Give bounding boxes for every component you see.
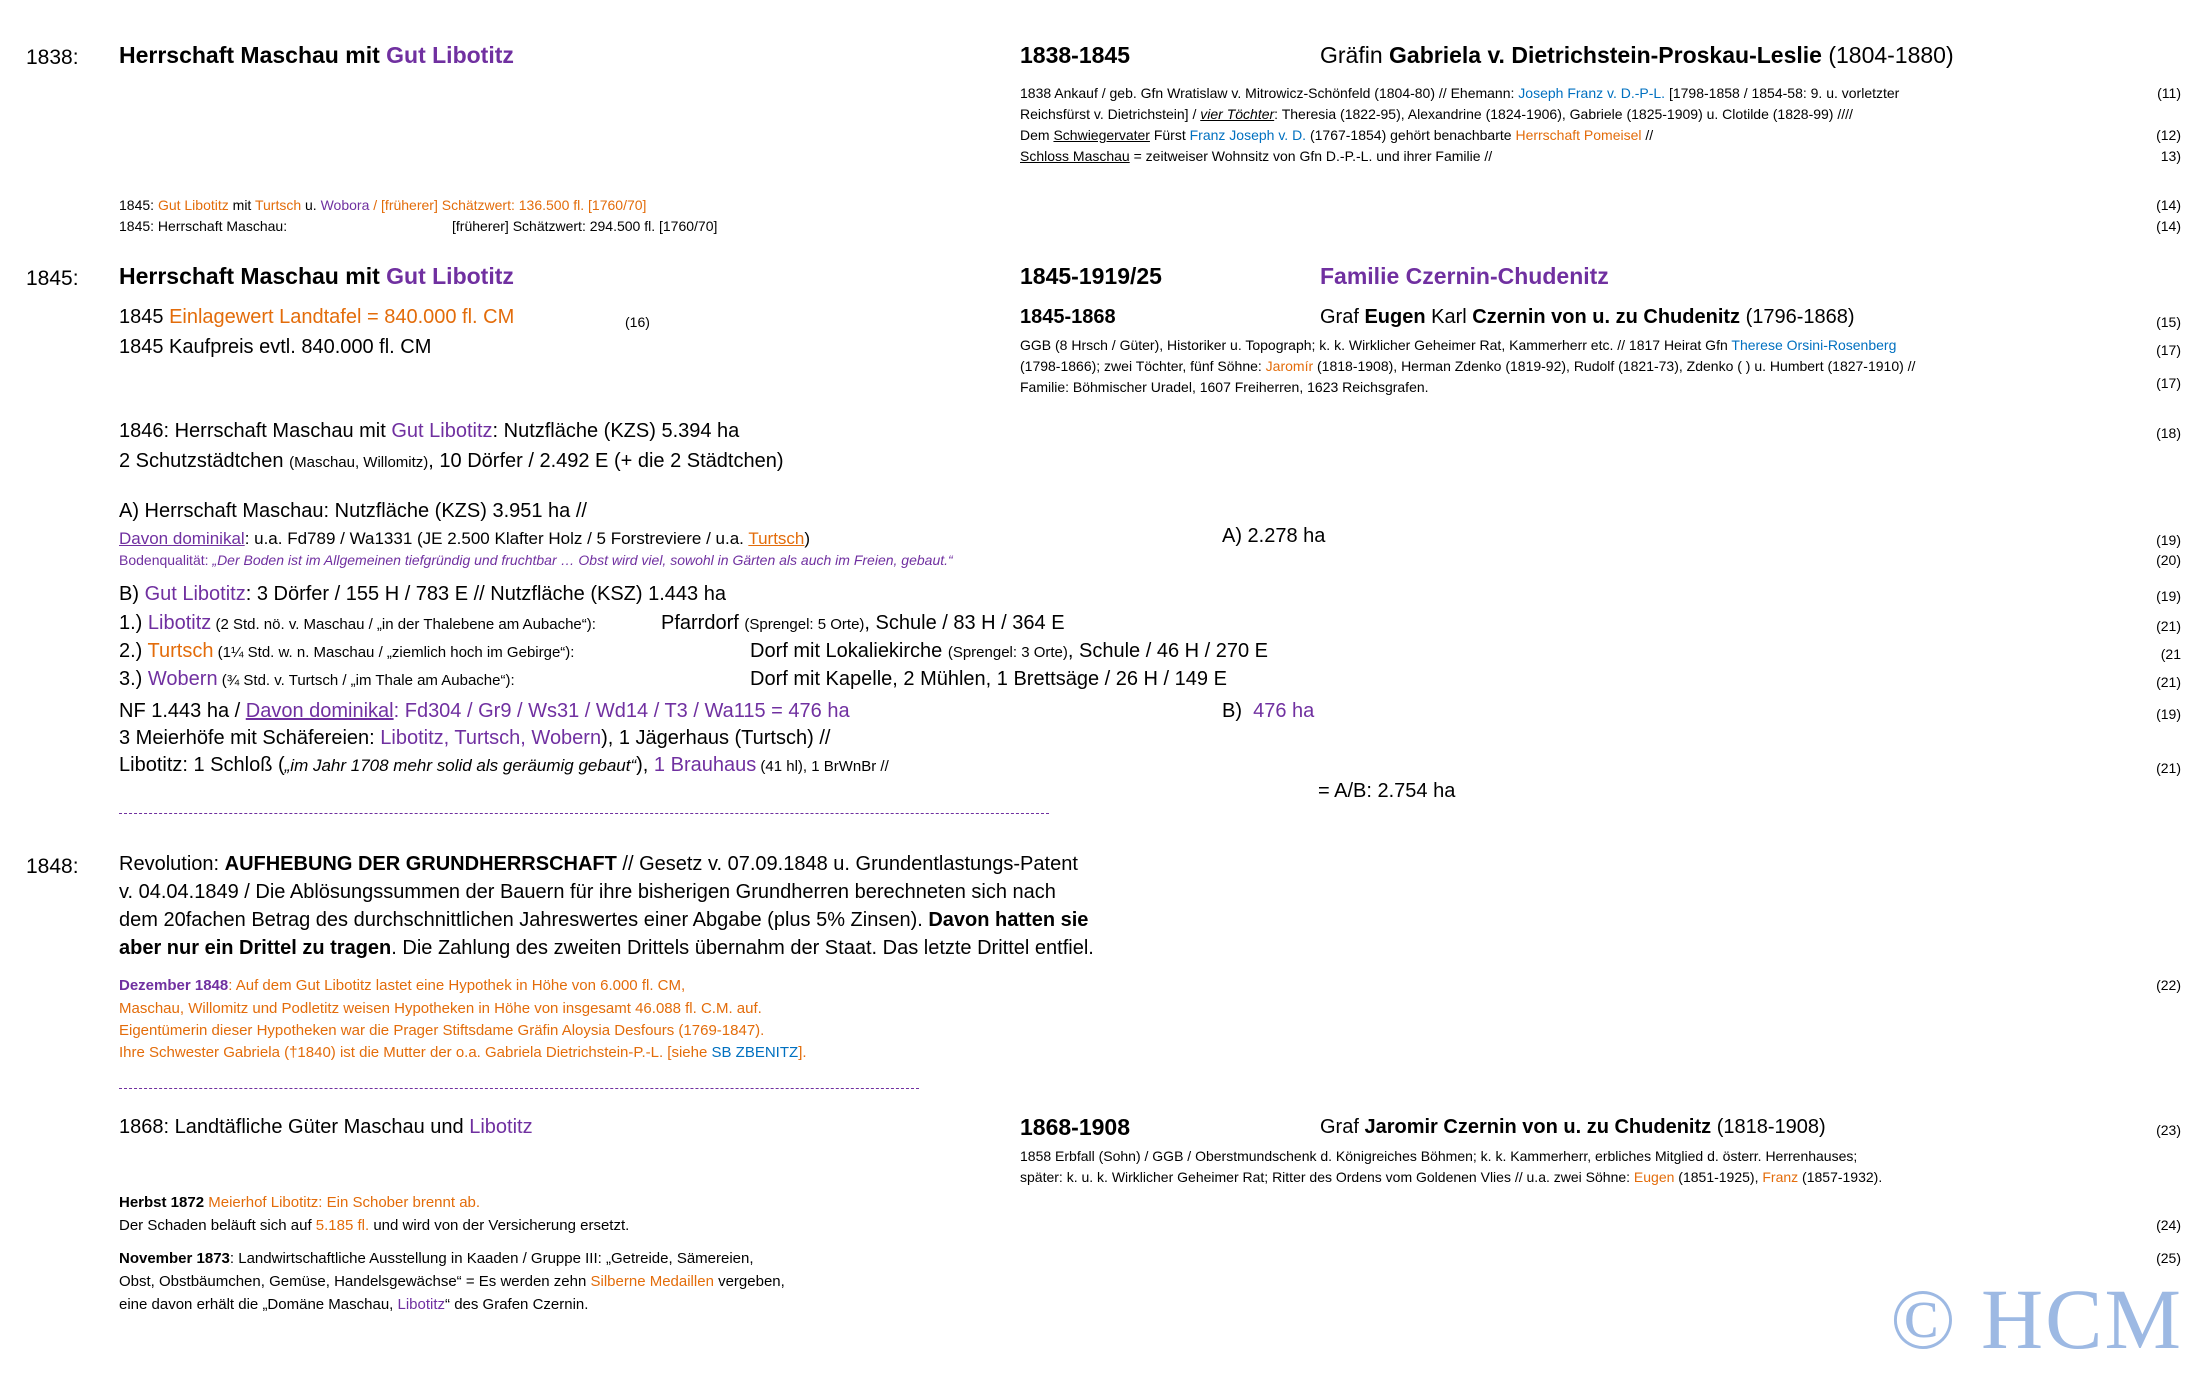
gab-l4-b: = zeitweiser Wohnsitz von Gfn D.-P.-L. und ihrer Familie // <box>1129 148 1493 164</box>
family-czernin: Familie Czernin-Chudenitz <box>1320 263 1609 289</box>
section-a-dominikal-label: Davon dominikal <box>119 529 245 548</box>
nutz-1846-a: 1846: Herrschaft Maschau mit <box>119 420 392 442</box>
schutz-a: 2 Schutzstädtchen <box>119 450 290 472</box>
schloss-a: Libotitz: 1 Schloß ( <box>119 754 285 776</box>
valuation-1-g: / [früherer] Schätzwert: 136.500 fl. [1760/70] <box>369 197 647 213</box>
gab-l3-c: (1767-1854) gehört benachbarte <box>1306 127 1516 143</box>
bodenqualitaet-text: „Der Boden ist im Allgemeinen tiefgründig und fruchtbar … Obst wird viel, sowohl in Gärten als auch im Freien, gebaut.“ <box>212 552 953 568</box>
nov1873-l3-b: “ des Grafen Czernin. <box>445 1296 589 1313</box>
gab-l2-i: vier Töchter <box>1200 106 1275 122</box>
nf-accent: Davon dominikal <box>245 700 394 722</box>
herbst1872-line-1 <box>119 1194 480 1211</box>
revolution-l4-bold: aber nur ein Drittel zu tragen <box>119 937 392 959</box>
guter-1868-line <box>119 1116 533 1139</box>
section-b-item-1 <box>119 612 596 635</box>
jar-l2-a: später: k. u. k. Wirklicher Geheimer Rat; Ritter des Ordens vom Goldenen Vlies // u.a. zwei Söhne: <box>1020 1169 1634 1185</box>
valuation-line-2 <box>119 218 287 234</box>
section-a-dominikal-text: : u.a. Fd789 / Wa1331 (JE 2.500 Klafter Holz / 5 Forstreviere / u.a. <box>244 529 749 548</box>
ref-13: 13) <box>2160 148 2181 164</box>
section-a-head: A) Herrschaft Maschau: Nutzfläche (KZS) 3.951 ha // <box>119 500 587 522</box>
schloss-brauhaus: 1 Brauhaus <box>653 754 757 776</box>
ref-21b: (21 <box>2160 646 2181 662</box>
nutz-1846-b: : Nutzfläche (KZS) 5.394 ha <box>492 420 740 442</box>
nov1873-l3-a: eine davon erhält die „Domäne Maschau, <box>119 1296 398 1313</box>
gab-l1-a: 1838 Ankauf / geb. Gfn Wratislaw v. Mitrowicz-Schönfeld (1804-80) // Ehemann: <box>1020 85 1519 101</box>
b-item-1-right-a: Pfarrdorf <box>661 612 745 634</box>
section-b-item-2 <box>119 640 574 663</box>
ref-19a: (19) <box>2156 532 2181 548</box>
ref-25: (25) <box>2156 1250 2181 1266</box>
heading-1838-accent: Gut Libotitz <box>386 42 514 68</box>
section-b-item-1-right <box>661 612 1065 635</box>
schloss-line <box>119 754 889 777</box>
herbst1872-line-2 <box>119 1217 629 1234</box>
ref-16: (16) <box>625 314 650 330</box>
heading-1838-plain: Herrschaft Maschau mit <box>119 42 387 68</box>
divider-2 <box>119 1088 919 1089</box>
eugen-surname: Czernin von u. zu Chudenitz <box>1472 306 1741 328</box>
b-item-1-no: 1.) <box>119 612 148 634</box>
b-item-2-no: 2.) <box>119 640 148 662</box>
ab-total: = A/B: 2.754 ha <box>1318 780 1456 802</box>
revolution-l4: . Die Zahlung des zweiten Drittels übernahm der Staat. Das letzte Drittel entfiel. <box>391 937 1094 959</box>
valuation-1-a: 1845: <box>119 197 158 213</box>
person-title-eugen <box>1320 306 1855 329</box>
eugen-detail-3: Familie: Böhmischer Uradel, 1607 Freiherren, 1623 Reichsgrafen. <box>1020 379 1429 395</box>
b-item-1-right-b: , Schule / 83 H / 364 E <box>864 612 1065 634</box>
b-item-3-name: Wobern <box>147 668 218 690</box>
ref-19c: (19) <box>2156 706 2181 722</box>
period-1868-1908: 1868-1908 <box>1020 1114 1130 1140</box>
year-label-1848: 1848: <box>26 855 79 878</box>
eug-l2-c: rman Zdenko (1819-92), Rudolf (1821-73), Zdenko ( ) u. Humbert (1827-1910) // <box>1418 358 1916 374</box>
ref-15: (15) <box>2156 314 2181 330</box>
schloss-c: (41 hl), 1 BrWnBr // <box>756 758 889 775</box>
eugen-detail-1 <box>1020 337 1896 353</box>
gabriela-detail-1 <box>1020 85 1899 101</box>
section-b-item-3-right <box>750 668 1227 691</box>
nf-right-value: 476 ha <box>1253 700 1315 722</box>
nov1873-date: November 1873 <box>119 1250 230 1267</box>
jar-l2-c: (1857-1932). <box>1798 1169 1883 1185</box>
ref-21a: (21) <box>2156 618 2181 634</box>
gabriela-detail-3 <box>1020 127 1653 143</box>
nutzflaeche-1846 <box>119 420 739 443</box>
jar-l2-b: (1851-1925), <box>1674 1169 1763 1185</box>
ref-14b: (14) <box>2156 218 2181 234</box>
dez1848-line-2: Maschau, Willomitz und Podletitz weisen Hypotheken in Höhe von insgesamt 46.088 fl. C.M. auf. <box>119 1000 762 1017</box>
herrschaft-pomeisel-link[interactable]: Herrschaft Pomeisel <box>1515 127 1642 143</box>
jaromir-detail-2 <box>1020 1169 1882 1185</box>
nf-a: NF 1.443 ha / <box>119 700 246 722</box>
bodenqualitaet-label: Bodenqualität: <box>119 552 213 568</box>
ref-17a: (17) <box>2156 342 2181 358</box>
schloss-quote: „im Jahr 1708 mehr solid als geräumig gebaut“ <box>284 756 637 775</box>
ref-21c: (21) <box>2156 674 2181 690</box>
nov1873-libotitz: Libotitz <box>397 1296 446 1313</box>
section-a-dominikal-end: ) <box>804 529 811 548</box>
b-item-3-detail: (¾ Std. v. Turtsch / „im Thale am Aubache“): <box>217 672 515 689</box>
jaromir-detail-1: 1858 Erbfall (Sohn) / GGB / Oberstmundschenk d. Königreiches Böhmen; k. k. Kammerherr, erbliches Mitglied d. österr. Herrenhauses; <box>1020 1148 1858 1164</box>
person-title-gabriela <box>1320 42 1954 69</box>
divider-1 <box>119 813 1049 814</box>
valuation-line-1 <box>119 197 646 213</box>
dez1848-l4-a: Ihre Schwester Gabriela (†1840) ist die Mutter der o.a. Gabriela Dietrichstein-P.-L. [siehe <box>119 1044 712 1061</box>
b-item-1-right-small: (Sprengel: 5 Orte) <box>744 616 865 633</box>
eugen-first: Eugen <box>1364 306 1426 328</box>
section-b-item-3 <box>119 668 515 691</box>
gabriela-name: Gabriela v. Dietrichstein-Proskau-Leslie <box>1389 42 1822 68</box>
section-b-head <box>119 583 726 606</box>
eugen-detail-2 <box>1020 358 1915 374</box>
section-a-turtsch-link[interactable]: Turtsch <box>748 529 805 548</box>
b-item-3-right-a: Dorf mit Kapelle, 2 Mühlen, 1 Brettsäge / 26 H / 149 E <box>750 668 1227 690</box>
period-1845-1868: 1845-1868 <box>1020 306 1116 328</box>
ref-18: (18) <box>2156 425 2181 441</box>
revolution-line-4 <box>119 937 1094 960</box>
ref-24: (24) <box>2156 1217 2181 1233</box>
b-item-2-right-b: , Schule / 46 H / 270 E <box>1067 640 1269 662</box>
nov1873-medaillen: Silberne Medaillen <box>590 1273 714 1290</box>
nf-right <box>1222 700 1314 723</box>
b-item-1-name: Libotitz <box>147 612 212 634</box>
ref-21d: (21) <box>2156 760 2181 776</box>
ref-20: (20) <box>2156 552 2181 568</box>
revolution-l3: dem 20fachen Betrag des durchschnittlichen Jahreswertes einer Abgabe (plus 5% Zinsen). <box>119 909 929 931</box>
guter-1868-accent: Libotitz <box>469 1116 533 1138</box>
dez1848-l4-b: ]. <box>798 1044 807 1061</box>
nov1873-line-2 <box>119 1273 785 1290</box>
b-item-1-detail: (2 Std. nö. v. Maschau / „in der Thalebene am Aubache“): <box>211 616 596 633</box>
meier-accent: Libotitz, Turtsch, Wobern <box>380 727 602 749</box>
revolution-prefix: Revolution: <box>119 853 225 875</box>
nov1873-text: : Landwirtschaftliche Ausstellung in Kaaden / Gruppe III: „Getreide, Sämereien, <box>229 1250 754 1267</box>
nf-right-label: B) <box>1222 700 1242 722</box>
year-label-1838: 1838: <box>26 46 79 69</box>
dez1848-text: : Auf dem Gut Libotitz lastet eine Hypothek in Höhe von 6.000 fl. CM, <box>228 977 686 994</box>
valuation-2-a: 1845: Herrschaft Maschau: <box>119 218 288 234</box>
eugen-prefix: Graf <box>1320 306 1365 328</box>
eugen-link[interactable]: Eugen <box>1633 1169 1675 1185</box>
sb-zbenitz-link[interactable]: SB ZBENITZ <box>711 1044 799 1061</box>
nutz-1846-accent: Gut Libotitz <box>391 420 493 442</box>
jaromir-link[interactable]: Jaromír <box>1265 358 1314 374</box>
einlagewert-prefix: 1845 <box>119 306 170 328</box>
herbst1872-text: Meierhof Libotitz: Ein Schober brennt ab. <box>204 1194 481 1211</box>
herbst1872-date: Herbst 1872 <box>119 1194 205 1211</box>
eug-l2-b: (1818-1908), He <box>1313 358 1419 374</box>
valuation-1-b: Gut Libotitz <box>157 197 229 213</box>
b-item-2-detail: (1¼ Std. w. n. Maschau / „ziemlich hoch im Gebirge“): <box>213 644 575 661</box>
heading-1845 <box>119 263 514 290</box>
einlagewert-value: Einlagewert Landtafel = 840.000 fl. CM <box>169 306 515 328</box>
therese-orsini-link[interactable]: Therese Orsini-Rosenberg <box>1731 337 1897 353</box>
revolution-line-1 <box>119 853 1078 876</box>
jaromir-name: Jaromir Czernin von u. zu Chudenitz <box>1364 1116 1712 1138</box>
gab-l1-b: [1798-1858 / 1854-58: 9. u. vorletzter <box>1665 85 1900 101</box>
gab-l4-u: Schloss Maschau <box>1020 148 1130 164</box>
dez1848-line-3: Eigentümerin dieser Hypotheken war die Prager Stiftsdame Gräfin Aloysia Desfours (1769-1847). <box>119 1022 765 1039</box>
valuation-1-c: mit <box>228 197 255 213</box>
schutz-b: , 10 Dörfer / 2.492 E (+ die 2 Städtchen) <box>428 450 784 472</box>
b-item-2-right-small: (Sprengel: 3 Orte) <box>947 644 1068 661</box>
b-item-2-right-a: Dorf mit Lokaliekirche <box>750 640 948 662</box>
joseph-franz-link[interactable]: Joseph Franz v. D.-P-L. <box>1518 85 1666 101</box>
b-item-3-no: 3.) <box>119 668 148 690</box>
meier-b: ), 1 Jägerhaus (Turtsch) // <box>601 727 831 749</box>
heading-1845-plain: Herrschaft Maschau mit <box>119 263 387 289</box>
jaromir-dates: (1818-1908) <box>1711 1116 1826 1138</box>
section-a-total: A) 2.278 ha <box>1222 525 1326 547</box>
eugen-dates: (1796-1868) <box>1740 306 1855 328</box>
section-b-head-accent: Gut Libotitz <box>144 583 246 605</box>
section-b-head-b: : 3 Dörfer / 155 H / 783 E // Nutzfläche (KSZ) 1.443 ha <box>245 583 726 605</box>
heading-1838 <box>119 42 514 69</box>
schloss-b: ), <box>636 754 654 776</box>
valuation-1-f: Wobora <box>320 197 370 213</box>
ref-19b: (19) <box>2156 588 2181 604</box>
revolution-l3-bold: Davon hatten sie <box>928 909 1089 931</box>
b-item-2-name: Turtsch <box>147 640 214 662</box>
schutzstaedtchen-line <box>119 450 784 473</box>
gab-l2-b: : Theresia (1822-95), Alexandrine (1824-1906), Gabriele (1825-1909) u. Clotilde (1828-99) //// <box>1274 106 1853 122</box>
meierhoefe-line <box>119 727 830 750</box>
einlagewert-line <box>119 306 514 329</box>
revolution-line-2: v. 04.04.1849 / Die Ablösungssummen der Bauern für ihre bisherigen Grundherren berechneten sich nach <box>119 881 1056 903</box>
watermark-hcm: © HCM <box>1890 1271 2183 1367</box>
nov1873-l2-b: vergeben, <box>713 1273 785 1290</box>
nf-line <box>119 700 850 723</box>
meier-a: 3 Meierhöfe mit Schäfereien: <box>119 727 381 749</box>
gab-l3-u: Schwiegervater <box>1053 127 1150 143</box>
gab-l3-a: Dem <box>1020 127 1054 143</box>
ref-17b: (17) <box>2156 375 2181 391</box>
revolution-suffix: // Gesetz v. 07.09.1848 u. Grundentlastungs-Patent <box>616 853 1078 875</box>
period-1845-1919: 1845-1919/25 <box>1020 263 1162 289</box>
gabriela-detail-2 <box>1020 106 1853 122</box>
gabriela-prefix: Gräfin <box>1320 42 1390 68</box>
gabriela-detail-4 <box>1020 148 1492 164</box>
eug-l1-a: GGB (8 Hrsch / Güter), Historiker u. Topograph; k. k. Wirklicher Geheimer Rat, Kammerherr etc. // 1817 Heirat Gfn <box>1020 337 1732 353</box>
kaufpreis-line: 1845 Kaufpreis evtl. 840.000 fl. CM <box>119 336 432 358</box>
gab-l2-a: Reichsfürst v. Dietrichstein] / <box>1020 106 1201 122</box>
nov1873-l2-a: Obst, Obstbäumchen, Gemüse, Handelsgewächse“ = Es werden zehn <box>119 1273 591 1290</box>
section-b-item-2-right <box>750 640 1268 663</box>
ref-12: (12) <box>2156 127 2181 143</box>
revolution-bold: AUFHEBUNG DER GRUNDHERRSCHAFT <box>224 853 617 875</box>
period-1838-1845: 1838-1845 <box>1020 42 1130 68</box>
valuation-1-e: u. <box>301 197 321 213</box>
nf-b: : Fd304 / Gr9 / Ws31 / Wd14 / T3 / Wa115 = 476 ha <box>393 700 850 722</box>
bodenqualitaet-line <box>119 552 953 568</box>
dez1848-date: Dezember 1848 <box>119 977 229 994</box>
gab-l3-d: // <box>1641 127 1654 143</box>
dez1848-line-4 <box>119 1044 807 1061</box>
dez1848-line-1 <box>119 977 685 994</box>
schutz-small: (Maschau, Willomitz) <box>289 454 429 471</box>
gab-l3-b: Fürst <box>1149 127 1190 143</box>
heading-1845-accent: Gut Libotitz <box>386 263 514 289</box>
gabriela-dates: (1804-1880) <box>1821 42 1954 68</box>
person-title-jaromir <box>1320 1116 1826 1139</box>
valuation-line-2b <box>452 218 717 234</box>
jaromir-prefix: Graf <box>1320 1116 1365 1138</box>
guter-1868-a: 1868: Landtäfliche Güter Maschau und <box>119 1116 470 1138</box>
year-label-1845: 1845: <box>26 267 79 290</box>
eugen-mid: Karl <box>1425 306 1473 328</box>
franz-link[interactable]: Franz <box>1762 1169 1799 1185</box>
ref-11: (11) <box>2157 85 2181 101</box>
nov1873-line-1 <box>119 1250 754 1267</box>
valuation-1-d: Turtsch <box>254 197 302 213</box>
revolution-line-3 <box>119 909 1088 932</box>
section-b-head-a: B) <box>119 583 145 605</box>
herbst1872-amount: 5.185 fl. <box>315 1217 370 1234</box>
ref-14a: (14) <box>2156 197 2181 213</box>
franz-joseph-link[interactable]: Franz Joseph v. D. <box>1189 127 1307 143</box>
herbst1872-l2-b: und wird von der Versicherung ersetzt. <box>369 1217 630 1234</box>
herbst1872-l2-a: Der Schaden beläuft sich auf <box>119 1217 316 1234</box>
nov1873-line-3 <box>119 1296 588 1313</box>
ref-23: (23) <box>2156 1122 2181 1138</box>
ref-22: (22) <box>2156 977 2181 993</box>
section-a-dominikal <box>119 529 810 549</box>
eug-l2-a: (1798-1866); zwei Töchter, fünf Söhne: <box>1020 358 1266 374</box>
valuation-2-g: [früherer] Schätzwert: 294.500 fl. [1760/70] <box>452 218 718 234</box>
